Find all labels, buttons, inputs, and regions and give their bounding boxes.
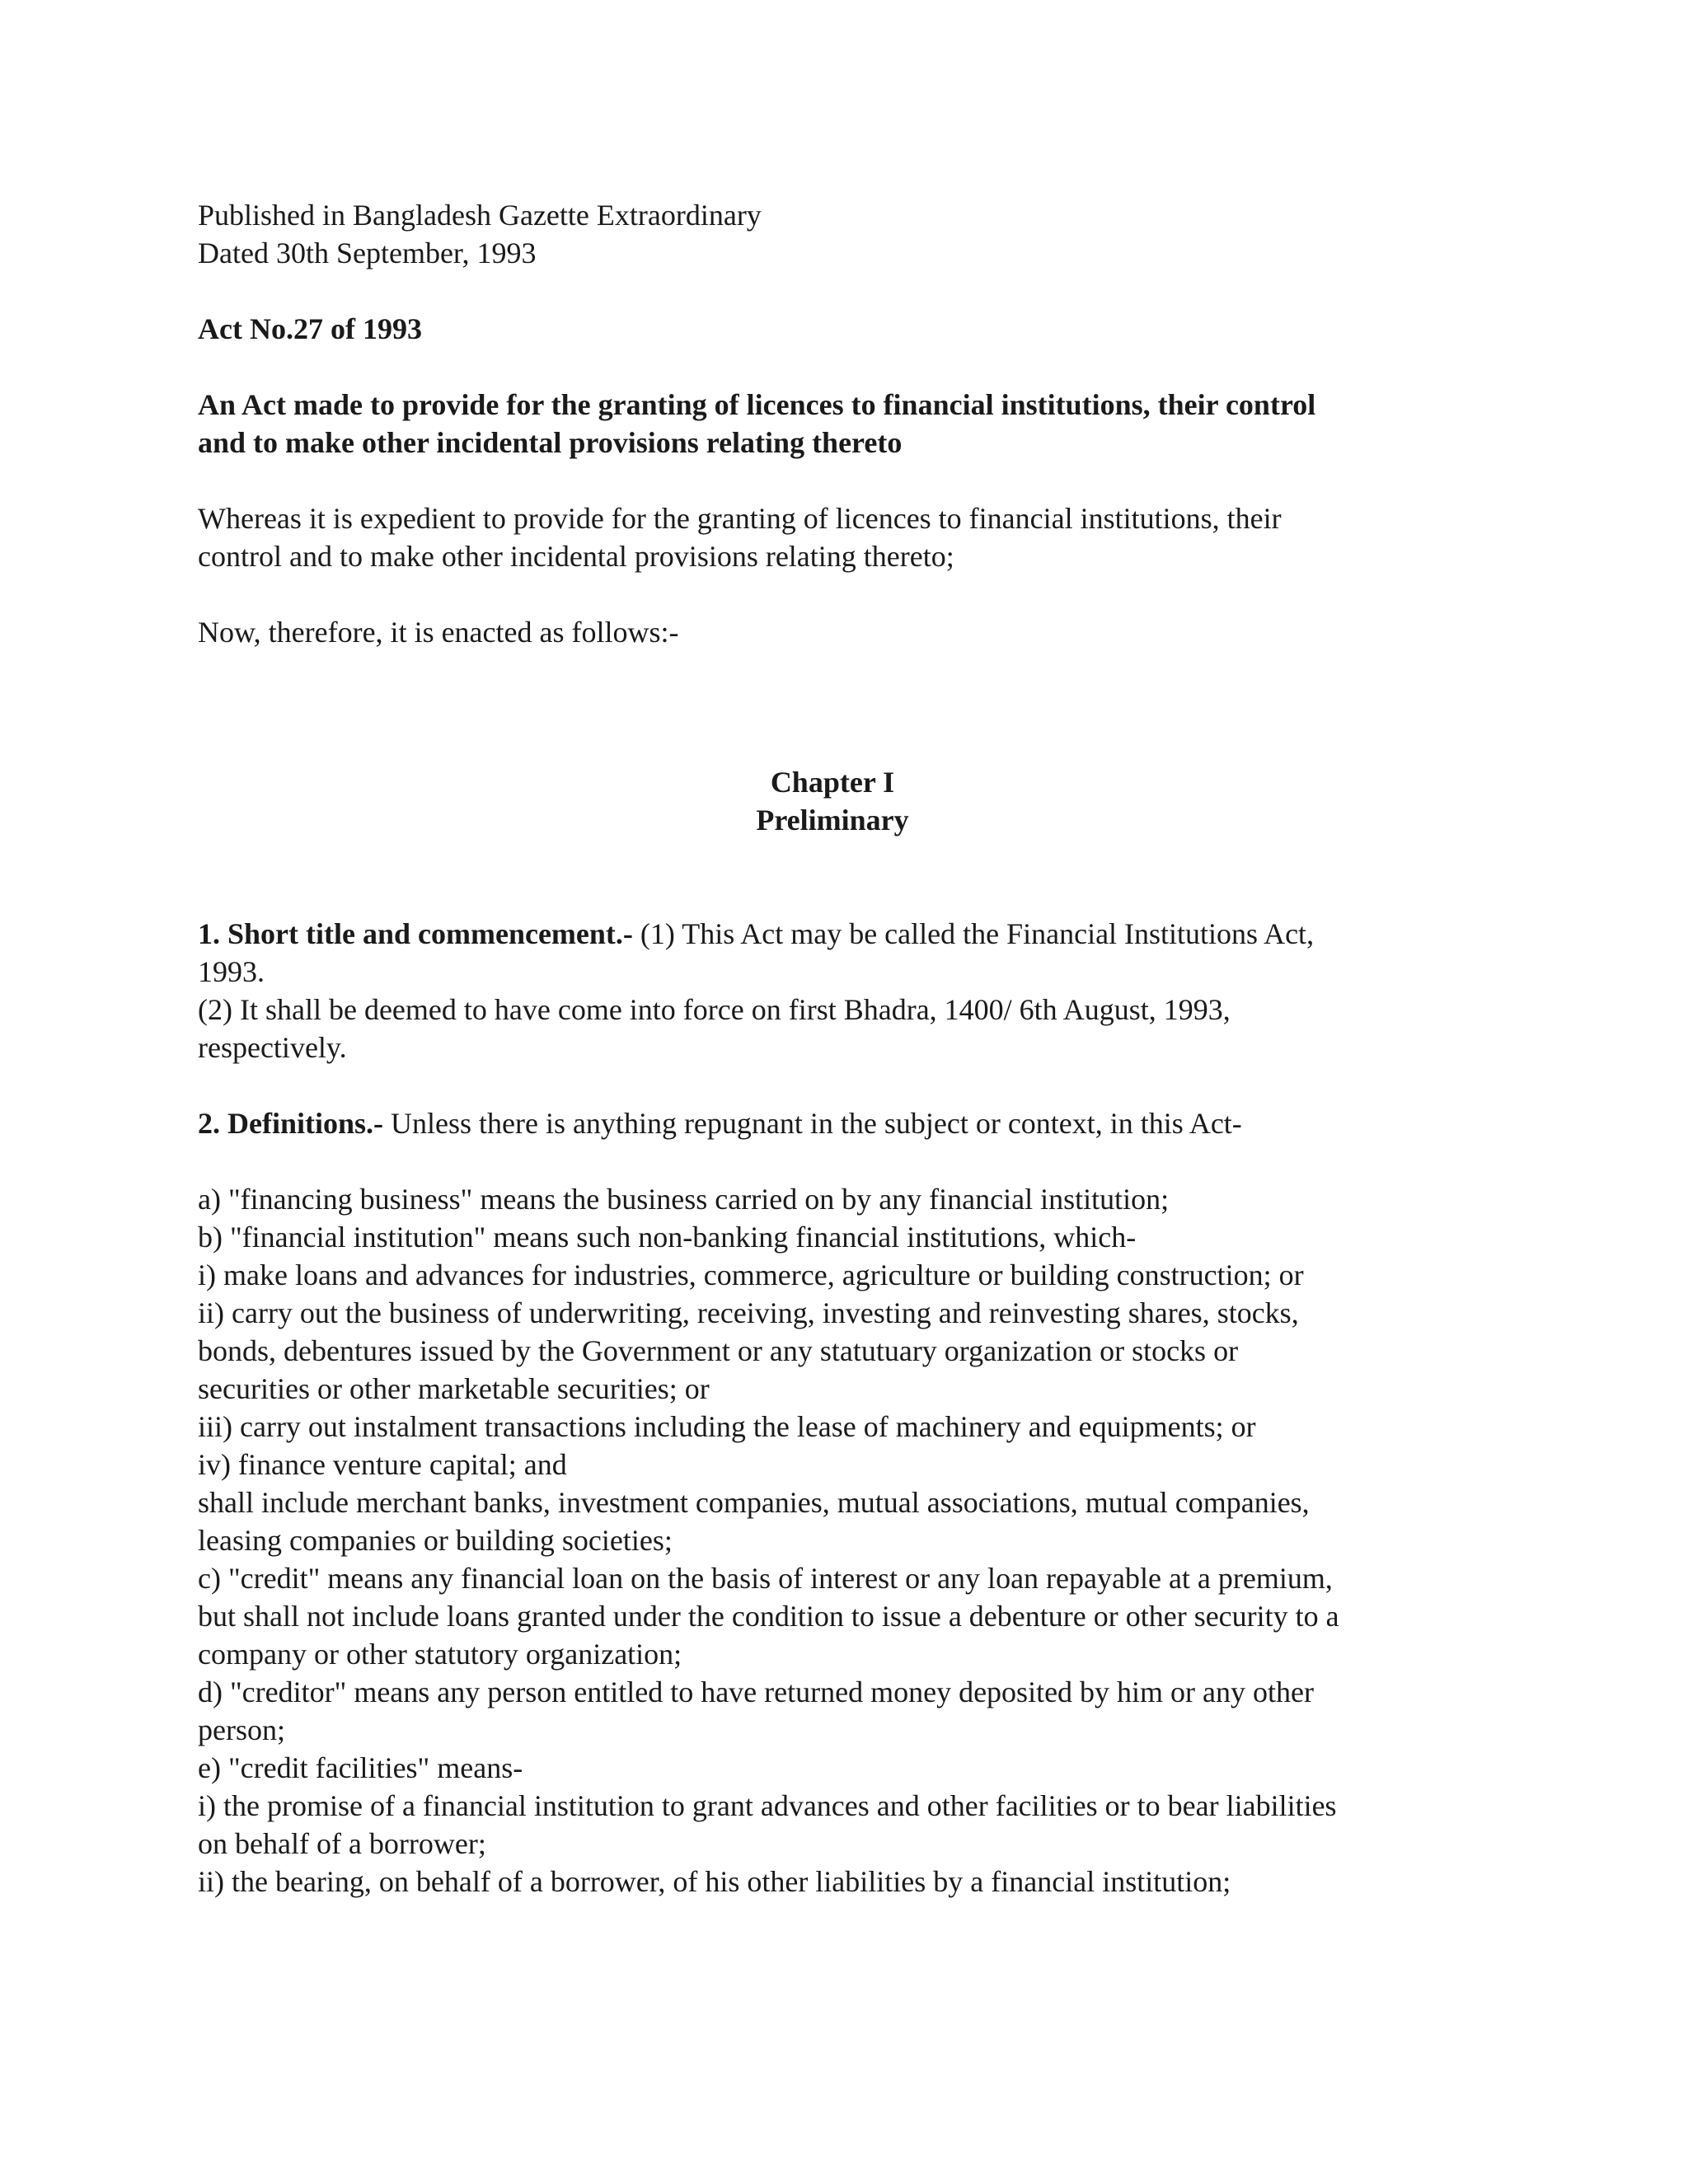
spacer	[198, 1142, 1467, 1180]
spacer	[198, 272, 1467, 310]
section-1-text: (1) This Act may be called the Financial Institutions Act,	[632, 917, 1315, 950]
chapter-heading	[198, 763, 1467, 839]
preamble-line-2: control and to make other incidental provisions relating thereto;	[198, 540, 954, 573]
definition-line: a) "financing business" means the business carried on by any financial institution;	[198, 1183, 1170, 1216]
definition-line: on behalf of a borrower;	[198, 1827, 486, 1860]
definition-line: bonds, debentures issued by the Government or any statutuary organization or stocks or	[198, 1334, 1239, 1367]
spacer	[198, 1066, 1467, 1104]
act-long-title-line-1: An Act made to provide for the granting of licences to financial institutions, their control	[198, 388, 1316, 421]
definition-line: e) "credit facilities" means-	[198, 1751, 523, 1784]
document-page	[198, 196, 1467, 1900]
preamble-line-1: Whereas it is expedient to provide for the granting of licences to financial institutions, their	[198, 502, 1282, 535]
definition-line: d) "creditor" means any person entitled to have returned money deposited by him or any other	[198, 1675, 1314, 1708]
section-1-line-1	[198, 915, 1467, 953]
spacer	[198, 651, 1467, 763]
act-number: Act No.27 of 1993	[198, 312, 422, 345]
section-1-line-3: (2) It shall be deemed to have come into force on first Bhadra, 1400/ 6th August, 1993,	[198, 993, 1231, 1026]
definition-line: c) "credit" means any financial loan on the basis of interest or any loan repayable at a premium,	[198, 1562, 1333, 1595]
section-2-intro-text: Unless there is anything repugnant in the subject or context, in this Act-	[383, 1107, 1242, 1140]
definition-line: iv) finance venture capital; and	[198, 1448, 567, 1481]
definition-line: i) make loans and advances for industries, commerce, agriculture or building construction; or	[198, 1258, 1304, 1291]
definition-line: person;	[198, 1713, 285, 1746]
definition-line: i) the promise of a financial institution to grant advances and other facilities or to bear liabilities	[198, 1789, 1337, 1822]
definition-line: iii) carry out instalment transactions including the lease of machinery and equipments; or	[198, 1410, 1256, 1443]
definition-line: securities or other marketable securities; or	[198, 1372, 710, 1405]
definition-line: shall include merchant banks, investment companies, mutual associations, mutual companies,	[198, 1486, 1310, 1519]
definition-line: ii) the bearing, on behalf of a borrower, of his other liabilities by a financial institution;	[198, 1865, 1231, 1898]
section-2-intro	[198, 1104, 1467, 1142]
definition-line: but shall not include loans granted under the condition to issue a debenture or other security to a	[198, 1600, 1339, 1633]
definition-line: ii) carry out the business of underwriting, receiving, investing and reinvesting shares, stocks,	[198, 1296, 1299, 1329]
act-long-title-line-2: and to make other incidental provisions relating thereto	[198, 426, 903, 459]
gazette-dated-line: Dated 30th September, 1993	[198, 237, 537, 269]
spacer	[198, 575, 1467, 613]
definition-line: company or other statutory organization;	[198, 1638, 682, 1671]
definition-line: b) "financial institution" means such non-banking financial institutions, which-	[198, 1221, 1137, 1254]
spacer	[198, 839, 1467, 915]
gazette-published-line: Published in Bangladesh Gazette Extraordinary	[198, 199, 762, 232]
definition-line: leasing companies or building societies;	[198, 1524, 673, 1557]
section-1-line-2: 1993.	[198, 955, 265, 988]
chapter-number: Chapter I	[770, 766, 895, 799]
section-2-heading: 2. Definitions.-	[198, 1107, 383, 1140]
section-1-heading: 1. Short title and commencement.-	[198, 917, 633, 950]
enacting-clause: Now, therefore, it is enacted as follows:-	[198, 616, 679, 649]
spacer	[198, 462, 1467, 499]
chapter-title: Preliminary	[756, 804, 909, 837]
section-1-line-4: respectively.	[198, 1031, 347, 1064]
spacer	[198, 348, 1467, 386]
